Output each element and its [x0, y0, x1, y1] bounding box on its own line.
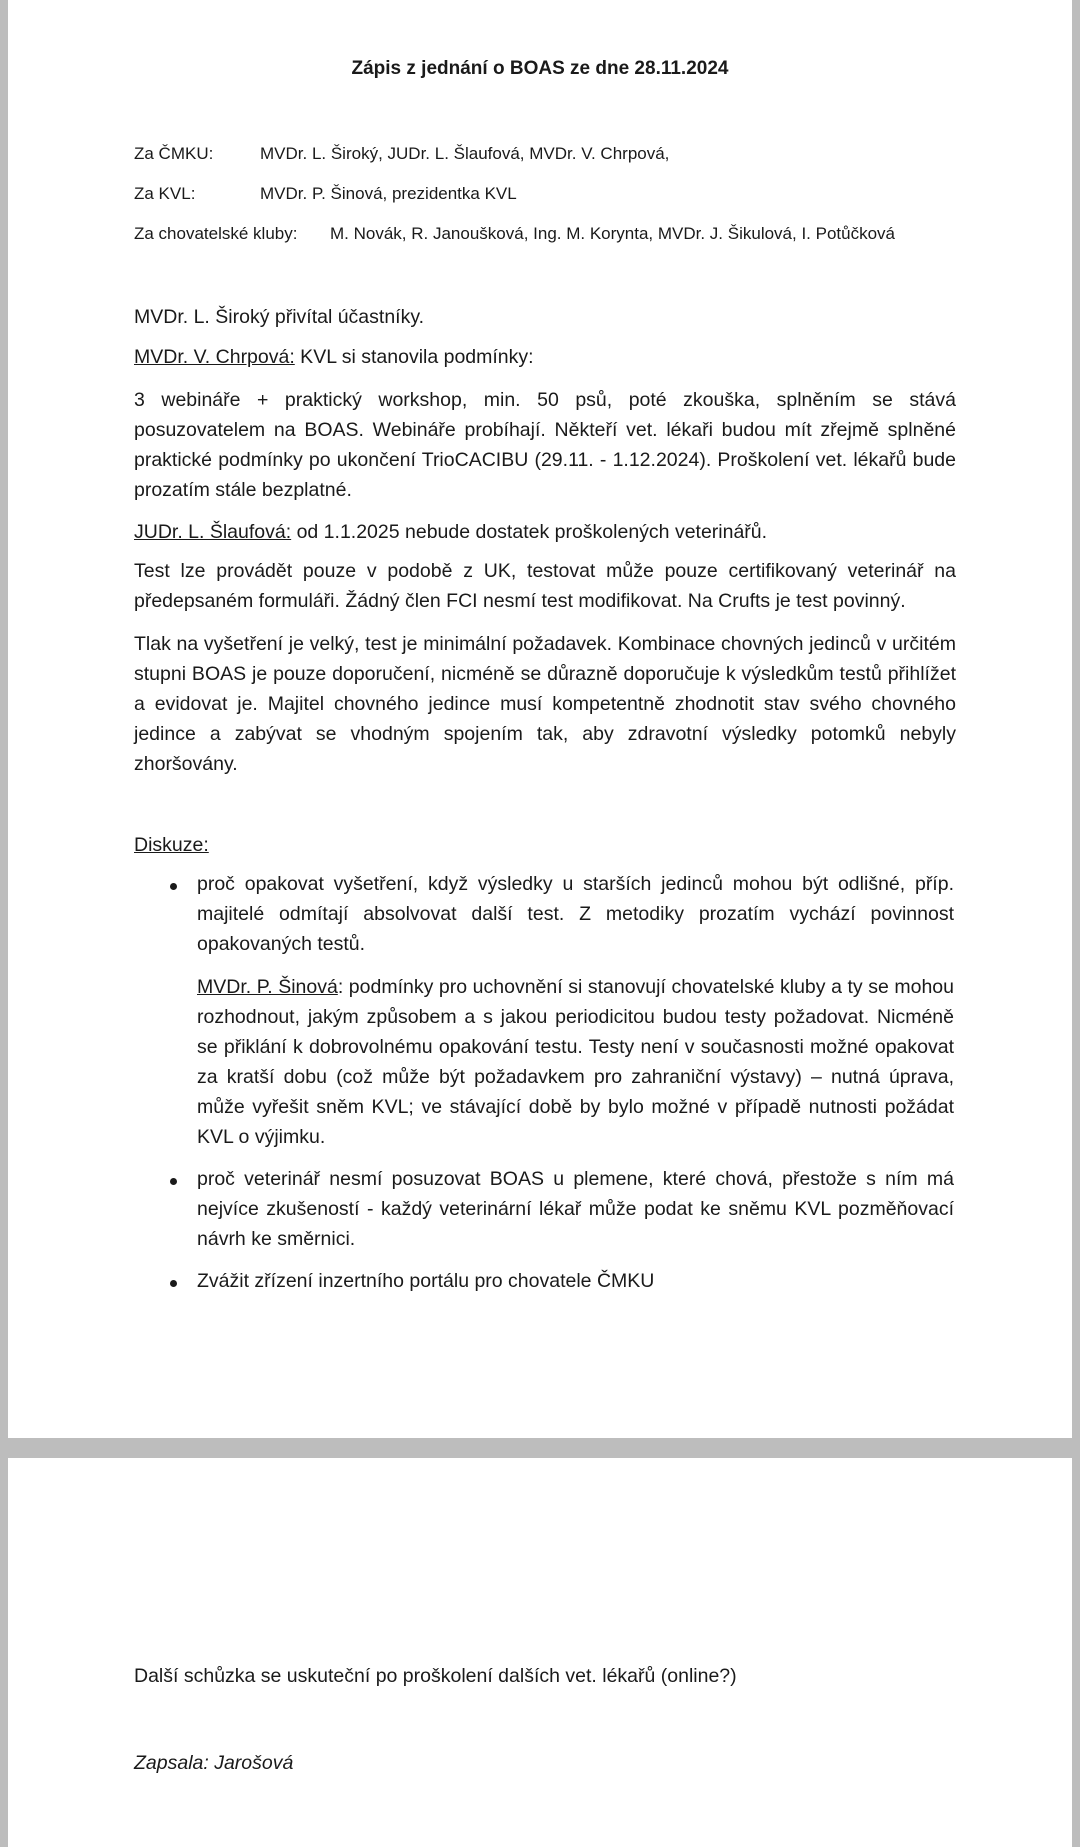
chrpova-name: MVDr. V. Chrpová:	[134, 346, 295, 368]
attendee-label-kvl: Za KVL:	[134, 184, 196, 203]
discussion-heading: Diskuze:	[134, 834, 209, 856]
welcome-line: MVDr. L. Široký přivítal účastníky.	[134, 306, 425, 328]
chrpova-text: KVL si stanovila podmínky:	[294, 346, 534, 368]
sinova-text: : podmínky pro uchovnění si stanovují chovatelské kluby a ty se mohou rozhodnout, jakým způsobem a s jakou periodicitou budou testy požadovat. Nicméně se přiklání k dobrovolnému opakování testu. Testy není v současnosti možné opakovat za kratší dobu (což může být požadavkem pro zahraniční výstavy) – nutná úprava, může vyřešit sněm KVL; ve stávající době by bylo možné v případě nutnosti požádat KVL o výjimku.	[197, 976, 954, 1148]
attendee-label-clubs: Za chovatelské kluby:	[134, 224, 298, 243]
next-meeting-line: Další schůzka se uskuteční po proškolení dalších vet. lékařů (online?)	[134, 1665, 737, 1687]
discussion-bullet-3: Zvážit zřízení inzertního portálu pro chovatele ČMKU	[197, 1270, 655, 1292]
slaufova-text: od 1.1.2025 nebude dostatek proškolených veterinářů.	[291, 521, 768, 543]
conditions-paragraph: 3 webináře + praktický workshop, min. 50 psů, poté zkouška, splněním se stává posuzovatelem na BOAS. Webináře probíhají. Někteří vet. lékaři budou mít zřejmě splněné praktické podmínky po ukončení TrioCACIBU (29.11. - 1.12.2024). Proškolení vet. lékařů bude prozatím stále bezplatné.	[134, 389, 956, 501]
bullet-2-dot	[170, 1178, 177, 1185]
sinova-paragraph	[197, 972, 954, 1152]
attendee-label-cmku: Za ČMKU:	[134, 144, 214, 163]
recorded-by-line: Zapsala: Jarošová	[134, 1752, 294, 1774]
attendee-value-cmku: MVDr. L. Široký, JUDr. L. Šlaufová, MVDr. V. Chrpová,	[260, 144, 670, 163]
document-title: Zápis z jednání o BOAS ze dne 28.11.2024	[351, 58, 729, 79]
document-page-1	[8, 0, 1072, 1438]
discussion-bullet-1: proč opakovat vyšetření, když výsledky u starších jedinců mohou být odlišné, příp. majitelé odmítají absolvovat další test. Z metodiky prozatím vychází povinnost opakovaných testů.	[197, 873, 954, 955]
sinova-name: MVDr. P. Šinová	[197, 976, 338, 998]
discussion-bullet-2: proč veterinář nesmí posuzovat BOAS u plemene, které chová, přestože s ním má nejvíce zkušeností - každý veterinární lékař může podat ke sněmu KVL pozměňovací návrh ke směrnici.	[197, 1168, 954, 1250]
pressure-paragraph: Tlak na vyšetření je velký, test je minimální požadavek. Kombinace chovných jedinců v určitém stupni BOAS je pouze doporučení, nicméně se důrazně doporučuje k výsledkům testů přihlížet a evidovat je. Majitel chovného jedince musí kompetentně zhodnotit stav svého chovného jedince a zabývat se vhodným spojením tak, aby zdravotní výsledky potomků nebyly zhoršovány.	[134, 633, 956, 775]
document-page-2	[8, 1458, 1072, 1847]
chrpova-line	[134, 342, 534, 372]
slaufova-name: JUDr. L. Šlaufová:	[134, 521, 292, 543]
bullet-1-dot	[170, 883, 177, 890]
test-paragraph: Test lze provádět pouze v podobě z UK, testovat může pouze certifikovaný veterinář na předepsaném formuláři. Žádný člen FCI nesmí test modifikovat. Na Crufts je test povinný.	[134, 560, 956, 612]
slaufova-line	[134, 517, 767, 547]
bullet-3-dot	[170, 1280, 177, 1287]
attendee-value-clubs: M. Novák, R. Janoušková, Ing. M. Korynta, MVDr. J. Šikulová, I. Potůčková	[330, 224, 896, 243]
attendee-value-kvl: MVDr. P. Šinová, prezidentka KVL	[260, 184, 517, 203]
